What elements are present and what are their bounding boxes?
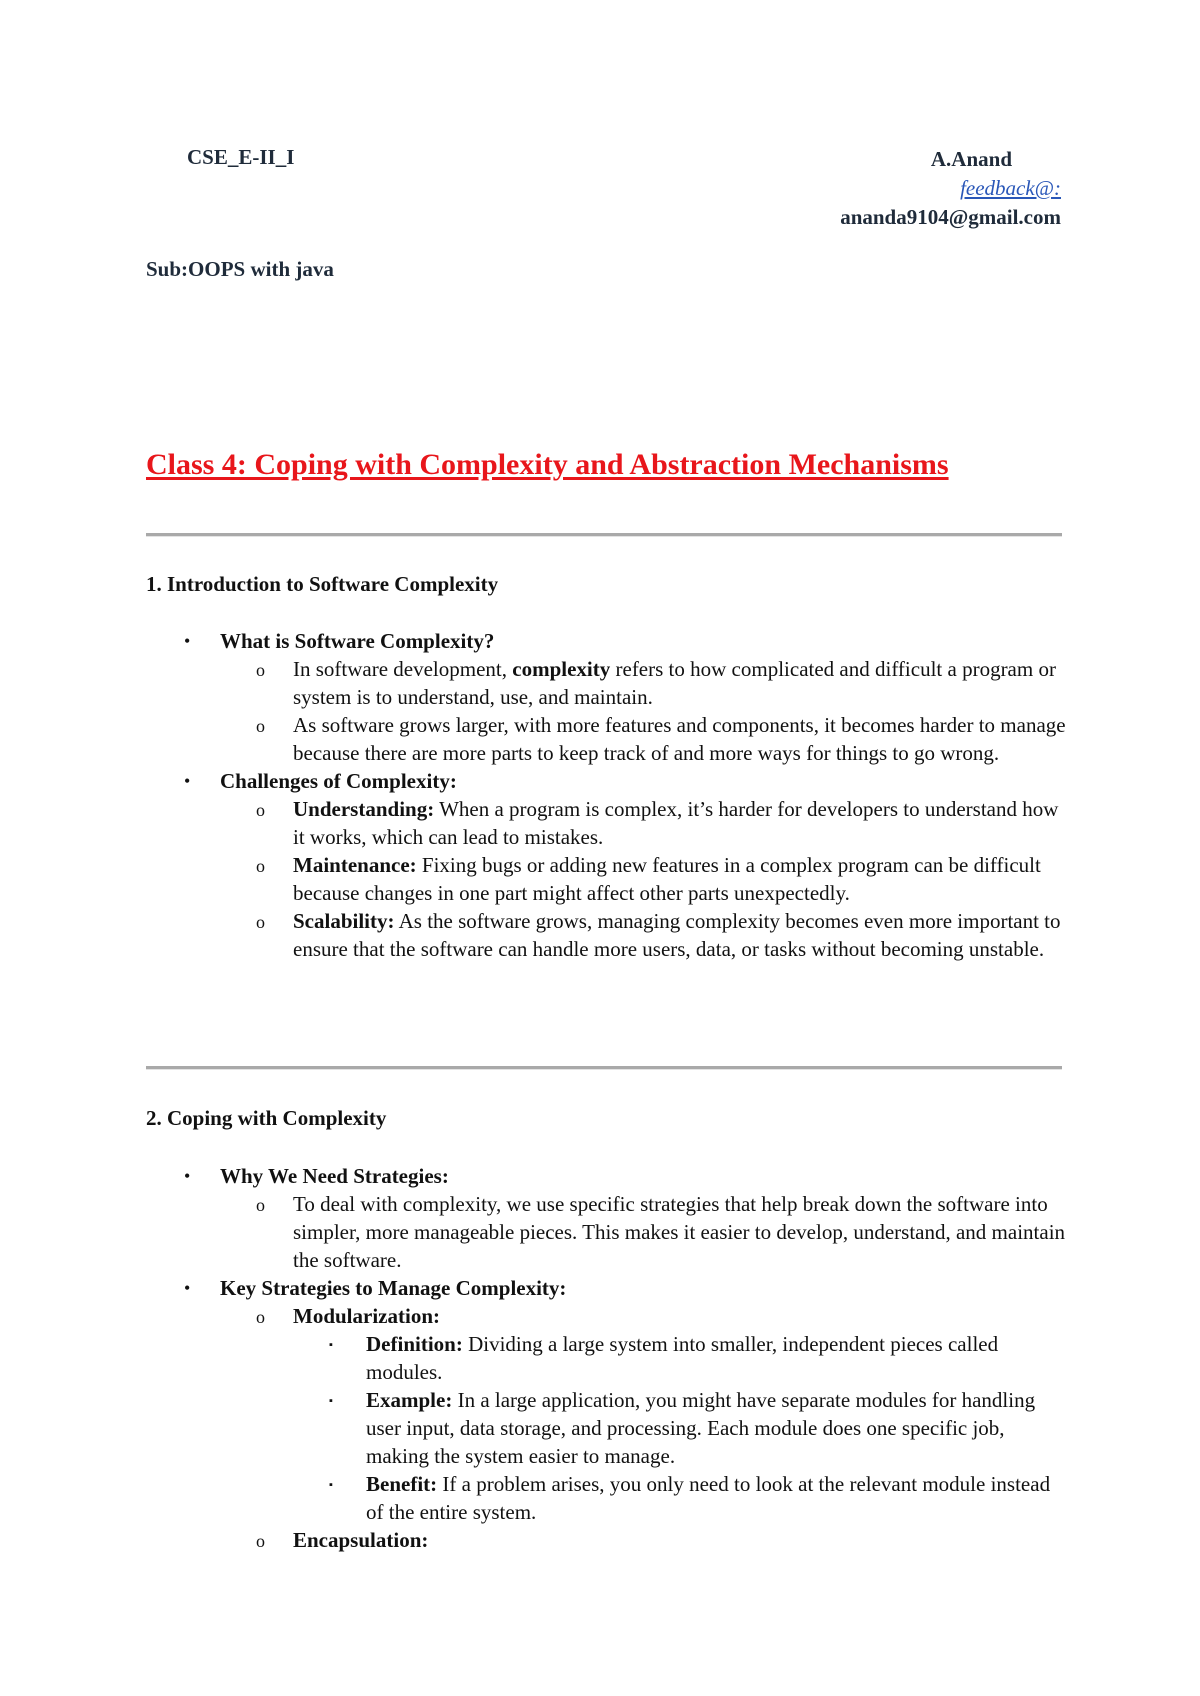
list-item (146, 1302, 1066, 1330)
circle-marker: o (256, 716, 265, 736)
section-heading-1: 1. Introduction to Software Complexity (146, 572, 499, 596)
circle-marker: o (256, 1307, 265, 1327)
list-item (146, 795, 1066, 851)
item-label: Example: (366, 1388, 453, 1412)
subject-line: Sub:OOPS with java (146, 257, 334, 281)
list-item (146, 1386, 1066, 1470)
item-heading: Why We Need Strategies: (220, 1164, 449, 1188)
list-item (146, 1162, 1066, 1190)
circle-marker: o (256, 856, 265, 876)
feedback-label: feedback@: (960, 176, 1061, 200)
item-text: Fixing bugs or adding new features in a complex program can be difficult because changes in one part might affect other parts unexpectedly. (293, 853, 1041, 905)
section-1-list (146, 627, 1066, 963)
list-item (146, 627, 1066, 655)
author-name: A.Anand (930, 147, 1012, 171)
list-item (146, 1190, 1066, 1274)
item-label: Understanding: (293, 797, 435, 821)
bullet-marker: • (184, 631, 191, 651)
item-text: As the software grows, managing complexity becomes even more important to ensure that the software can handle more users, data, or tasks without becoming unstable. (293, 909, 1061, 961)
author-email: ananda9104@gmail.com (840, 205, 1061, 229)
item-text: refers to how complicated and difficult a program or system is to understand, use, and maintain. (293, 657, 1056, 709)
item-heading: Challenges of Complexity: (220, 769, 457, 793)
item-label: Scalability: (293, 909, 395, 933)
circle-marker: o (256, 912, 265, 932)
item-text: Dividing a large system into smaller, independent pieces called modules. (366, 1332, 999, 1384)
circle-marker: o (256, 660, 265, 680)
square-marker: ▪ (329, 1395, 333, 1407)
item-label: Definition: (366, 1332, 463, 1356)
list-item (146, 655, 1066, 711)
item-emphasis: complexity (512, 657, 611, 681)
list-item (146, 1330, 1066, 1386)
class-title: Class 4: Coping with Complexity and Abstraction Mechanisms (146, 448, 949, 481)
list-item (146, 711, 1066, 767)
bullet-marker: • (184, 1278, 191, 1298)
list-item (146, 1470, 1066, 1526)
square-marker: ▪ (329, 1339, 333, 1351)
bullet-marker: • (184, 1166, 191, 1186)
item-text: If a problem arises, you only need to look at the relevant module instead of the entire system. (366, 1472, 1051, 1524)
horizontal-rule (146, 1066, 1062, 1070)
item-heading: What is Software Complexity? (220, 629, 495, 653)
list-item (146, 1274, 1066, 1302)
item-heading: Key Strategies to Manage Complexity: (220, 1276, 567, 1300)
section-2-list (146, 1162, 1066, 1554)
author-block (840, 145, 1061, 232)
item-text: When a program is complex, it’s harder for developers to understand how it works, which can lead to mistakes. (293, 797, 1059, 849)
square-marker: ▪ (329, 1479, 333, 1491)
item-text: In software development, (293, 657, 513, 681)
list-item (146, 851, 1066, 907)
item-label: Maintenance: (293, 853, 417, 877)
item-text: As software grows larger, with more features and components, it becomes harder to manage because there are more parts to keep track of and more ways for things to go wrong. (293, 713, 1066, 765)
item-label: Modularization: (293, 1304, 440, 1328)
item-label: Encapsulation: (293, 1528, 429, 1552)
list-item (146, 1526, 1066, 1554)
item-label: Benefit: (366, 1472, 438, 1496)
bullet-marker: • (184, 771, 191, 791)
list-item (146, 767, 1066, 795)
list-item (146, 907, 1066, 963)
course-code: CSE_E-II_I (187, 145, 295, 169)
horizontal-rule (146, 533, 1062, 537)
circle-marker: o (256, 1531, 265, 1551)
section-heading-2: 2. Coping with Complexity (146, 1106, 387, 1130)
item-text: In a large application, you might have separate modules for handling user input, data storage, and processing. Each module does one specific job, making the system easier to manage. (366, 1388, 1036, 1468)
circle-marker: o (256, 1195, 265, 1215)
item-text: To deal with complexity, we use specific strategies that help break down the software into simpler, more manageable pieces. This makes it easier to develop, understand, and maintain the software. (293, 1192, 1066, 1272)
circle-marker: o (256, 800, 265, 820)
